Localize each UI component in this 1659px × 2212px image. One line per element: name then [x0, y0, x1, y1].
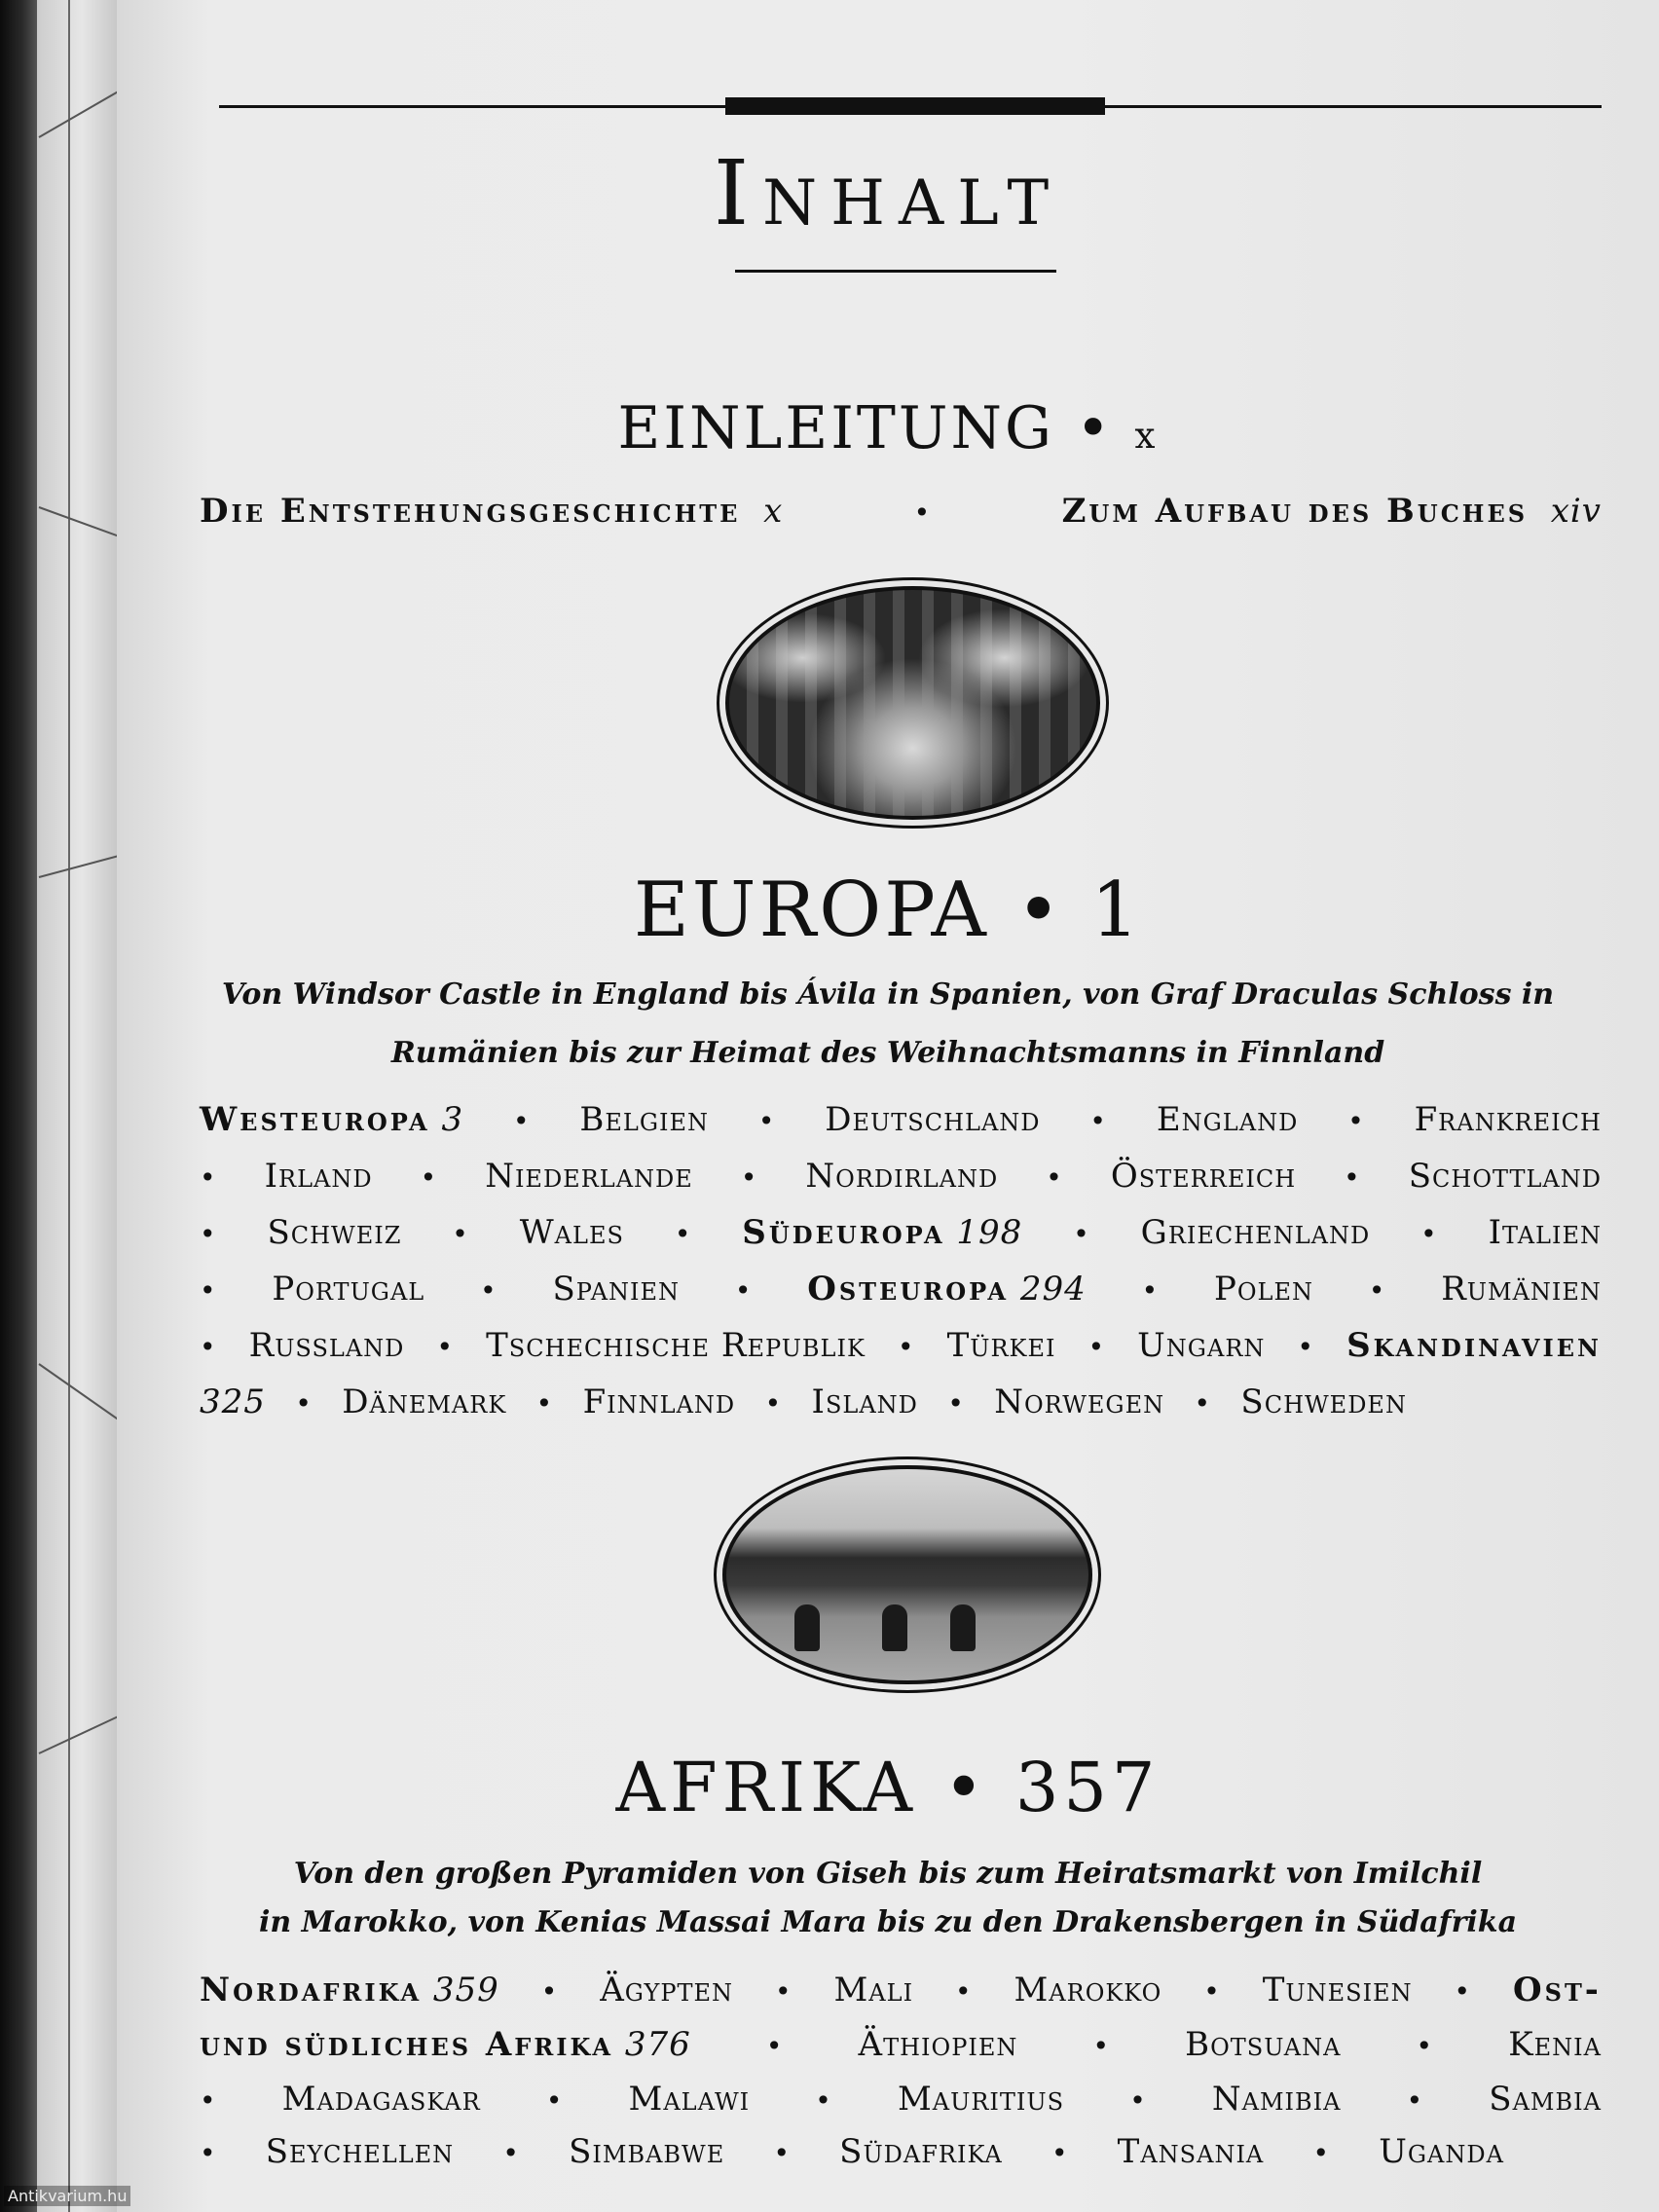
bullet-icon: • — [765, 2030, 784, 2062]
heading-page: 357 — [1014, 1748, 1161, 1827]
bullet-icon: • — [1088, 1331, 1106, 1363]
bullet-icon: • — [1347, 1105, 1365, 1137]
afrika-line — [200, 2080, 1602, 2119]
map-gridline — [68, 0, 70, 2212]
toc-country: Sambia — [1489, 2080, 1602, 2119]
toc-country: Botsuana — [1185, 2025, 1342, 2064]
toc-country: Tansania — [1117, 2132, 1265, 2171]
toc-country: Deutschland — [825, 1100, 1041, 1139]
heading-page: 1 — [1090, 866, 1143, 954]
map-line — [39, 1695, 117, 1754]
savanna-photo — [722, 1465, 1092, 1684]
bullet-icon: • — [773, 2137, 791, 2169]
toc-region: Südeuropa — [742, 1213, 945, 1252]
bullet-icon: • — [480, 1274, 498, 1307]
toc-region: und südliches Afrika — [200, 2025, 614, 2064]
bullet-icon: • — [1416, 2030, 1434, 2062]
section-heading-europa — [117, 866, 1659, 954]
bullet-icon: • — [1194, 1387, 1212, 1419]
map-line — [39, 841, 117, 878]
bullet-icon: • — [1406, 2084, 1424, 2117]
bullet-icon: • — [1420, 1218, 1438, 1250]
toc-region: Ost- — [1513, 1971, 1602, 2009]
bullet-icon: • — [200, 1218, 217, 1250]
bullet-icon: • — [1092, 2030, 1110, 2062]
toc-region: Westeuropa — [200, 1100, 430, 1139]
toc-country: Tschechische Republik — [486, 1326, 866, 1365]
bullet-icon: • — [913, 497, 932, 529]
toc-page: 198 — [956, 1213, 1023, 1252]
toc-country: Namibia — [1211, 2080, 1342, 2119]
bullet-icon: • — [1129, 2084, 1147, 2117]
europa-line — [200, 1100, 1602, 1139]
bullet-icon: • — [764, 1387, 783, 1419]
toc-page: 376 — [624, 2025, 691, 2064]
bullet-icon: • — [1454, 1975, 1472, 2008]
toc-country: Frankreich — [1414, 1100, 1602, 1139]
toc-country: Äthiopien — [858, 2025, 1018, 2064]
bullet-icon: • — [513, 1105, 531, 1137]
toc-country: Schottland — [1408, 1157, 1602, 1196]
bullet-icon: • — [1089, 1105, 1107, 1137]
toc-country: Seychellen — [265, 2132, 455, 2171]
photo-figure — [950, 1604, 976, 1651]
toc-region: Osteuropa — [807, 1270, 1010, 1309]
toc-country: Rumänien — [1441, 1270, 1602, 1309]
toc-page: 294 — [1019, 1270, 1087, 1309]
toc-country: Marokko — [1014, 1971, 1162, 2009]
bullet-icon: • — [1073, 1218, 1090, 1250]
bullet-icon: • — [955, 1975, 973, 2008]
bullet-icon: • — [757, 1105, 776, 1137]
bullet-icon: • — [295, 1387, 313, 1419]
page-title: Inhalt — [713, 141, 1063, 245]
heading-text: EUROPA — [633, 866, 989, 954]
book-gutter — [0, 0, 37, 2212]
toc-country: Kenia — [1508, 2025, 1602, 2064]
section-heading-afrika — [117, 1748, 1659, 1827]
afrika-line — [200, 1971, 1602, 2009]
bullet-icon: • — [420, 1161, 438, 1194]
bullet-icon: • — [1015, 866, 1091, 954]
toc-entry: Zum Aufbau des Buches — [1061, 492, 1529, 531]
europa-subtitle-line: Von Windsor Castle in England bis Ávila in Spanien, von Graf Draculas Schloss in — [221, 977, 1555, 1012]
toc-page: 3 — [441, 1100, 464, 1139]
einleitung-line — [200, 492, 1602, 531]
bullet-icon: • — [674, 1218, 692, 1250]
toc-country: Russland — [248, 1326, 405, 1365]
bullet-icon: • — [540, 1975, 559, 2008]
toc-country: Simbabwe — [569, 2132, 725, 2171]
toc-country: Niederlande — [485, 1157, 693, 1196]
toc-country: Uganda — [1379, 2132, 1504, 2171]
toc-entry: Die Entstehungsgeschichte — [200, 492, 741, 531]
bullet-icon: • — [545, 2084, 564, 2117]
bullet-icon: • — [200, 2084, 217, 2117]
bullet-icon: • — [436, 1331, 454, 1363]
afrika-subtitle-line: Von den großen Pyramiden von Giseh bis zum Heiratsmarkt von Imilchil — [293, 1857, 1483, 1891]
bullet-icon: • — [943, 1748, 1015, 1827]
toc-country: Griechenland — [1140, 1213, 1371, 1252]
photo-figure — [882, 1604, 907, 1651]
page — [117, 0, 1659, 2212]
bullet-icon: • — [775, 1975, 793, 2008]
toc-country: Norwegen — [994, 1382, 1165, 1421]
toc-country: Südafrika — [839, 2132, 1003, 2171]
bullet-icon: • — [740, 1161, 758, 1194]
toc-page: 325 — [200, 1382, 266, 1421]
bullet-icon: • — [1046, 1161, 1063, 1194]
toc-country: Polen — [1213, 1270, 1313, 1309]
bullet-icon: • — [1368, 1274, 1386, 1307]
europa-line — [200, 1326, 1602, 1365]
toc-country: Mauritius — [897, 2080, 1065, 2119]
bullet-icon: • — [200, 1274, 217, 1307]
map-line — [38, 1363, 117, 1443]
toc-country: Spanien — [552, 1270, 681, 1309]
title-underline — [735, 270, 1056, 273]
map-line — [39, 506, 117, 555]
toc-country: Schweiz — [267, 1213, 402, 1252]
toc-country: England — [1156, 1100, 1299, 1139]
bullet-icon: • — [502, 2137, 520, 2169]
toc-country: Türkei — [946, 1326, 1056, 1365]
bullet-icon: • — [1297, 1331, 1314, 1363]
bullet-icon: • — [1051, 2137, 1069, 2169]
toc-country: Dänemark — [342, 1382, 507, 1421]
europa-line — [200, 1157, 1602, 1196]
toc-country: Italien — [1488, 1213, 1602, 1252]
toc-page: x — [763, 492, 784, 531]
toc-region: Nordafrika — [200, 1971, 423, 2009]
bullet-icon: • — [1344, 1161, 1361, 1194]
afrika-line — [200, 2132, 1504, 2171]
heading-page: x — [1134, 414, 1159, 457]
bullet-icon: • — [200, 2137, 217, 2169]
toc-country: Ägypten — [600, 1971, 734, 2009]
toc-country: Island — [811, 1382, 918, 1421]
heading-text: EINLEITUNG — [617, 394, 1054, 462]
europa-subtitle-line: Rumänien bis zur Heimat des Weihnachtsmanns in Finnland — [390, 1036, 1385, 1070]
bullet-icon: • — [947, 1387, 965, 1419]
europa-line — [200, 1382, 1407, 1421]
bullet-icon: • — [1312, 2137, 1330, 2169]
bullet-icon: • — [200, 1331, 217, 1363]
ballroom-photo — [725, 586, 1100, 820]
toc-country: Tunesien — [1262, 1971, 1413, 2009]
bullet-icon: • — [1141, 1274, 1160, 1307]
bullet-icon: • — [1203, 1975, 1221, 2008]
bullet-icon: • — [1075, 394, 1135, 462]
bullet-icon: • — [200, 1161, 217, 1194]
toc-region: Skandinavien — [1346, 1326, 1602, 1365]
section-heading-einleitung — [117, 394, 1659, 462]
toc-country: Irland — [264, 1157, 373, 1196]
toc-country: Ungarn — [1137, 1326, 1266, 1365]
toc-country: Nordirland — [805, 1157, 999, 1196]
toc-country: Mali — [833, 1971, 914, 2009]
bullet-icon: • — [535, 1387, 554, 1419]
map-line — [39, 68, 118, 138]
top-rule-bar — [725, 97, 1105, 115]
toc-page: xiv — [1550, 492, 1602, 531]
photo-figure — [794, 1604, 820, 1651]
toc-page: 359 — [432, 1971, 499, 2009]
europa-line — [200, 1213, 1602, 1252]
toc-country: Schweden — [1240, 1382, 1407, 1421]
bullet-icon: • — [897, 1331, 915, 1363]
toc-country: Malawi — [628, 2080, 751, 2119]
afrika-line — [200, 2025, 1602, 2064]
toc-country: Finnland — [582, 1382, 736, 1421]
bullet-icon: • — [452, 1218, 469, 1250]
toc-country: Belgien — [579, 1100, 710, 1139]
bullet-icon: • — [815, 2084, 832, 2117]
heading-text: AFRIKA — [615, 1748, 918, 1827]
toc-country: Madagaskar — [281, 2080, 481, 2119]
toc-country: Portugal — [272, 1270, 425, 1309]
bullet-icon: • — [734, 1274, 753, 1307]
toc-country: Wales — [519, 1213, 624, 1252]
contents-page — [117, 0, 1659, 2212]
watermark: Antikvarium.hu — [4, 2186, 130, 2206]
afrika-subtitle-line: in Marokko, von Kenias Massai Mara bis zu den Drakensbergen in Südafrika — [258, 1905, 1518, 1939]
toc-country: Österreich — [1110, 1157, 1297, 1196]
europa-line — [200, 1270, 1602, 1309]
